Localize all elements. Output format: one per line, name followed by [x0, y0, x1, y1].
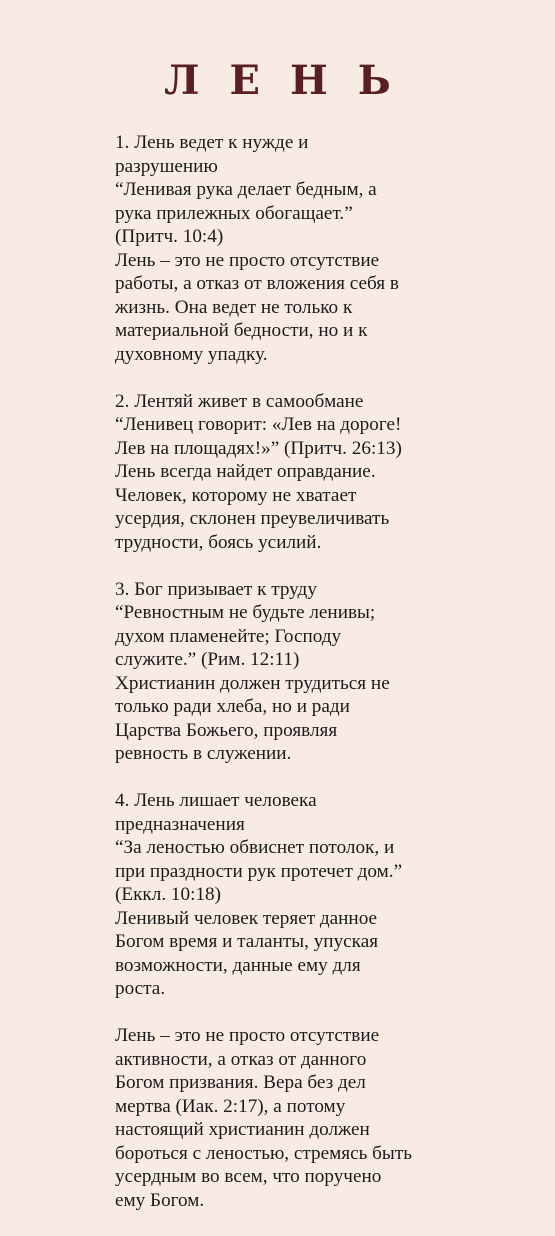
section-3-line-4: служите.” (Рим. 12:11)	[115, 649, 300, 670]
section-1-line-10: духовному упадку.	[115, 343, 268, 365]
section-2-line-1: 2. Лентяй живет в самообмане	[115, 390, 364, 412]
section-4-line-1: 4. Лень лишает человека	[115, 790, 317, 811]
section-4-line-9: роста.	[115, 978, 166, 999]
section-2-line-4: Лень всегда найдет оправдание.	[115, 461, 376, 482]
section-conclusion-line-3: Богом призвания. Вера без дел	[115, 1072, 366, 1093]
page-title: ЛЕНЬ	[164, 56, 421, 104]
text-content	[115, 131, 547, 1236]
section-4-line-5: (Еккл. 10:18)	[115, 884, 222, 905]
section-1-line-4: рука прилежных обогащает.”	[115, 202, 353, 224]
section-1-line-6: Лень – это не просто отсутствие	[115, 249, 380, 271]
section-conclusion-line-8: ему Богом.	[115, 1189, 205, 1211]
section-1-line-1: 1. Лень ведет к нужде и	[115, 132, 309, 153]
section-3	[115, 578, 547, 766]
section-2-line-7: трудности, боясь усилий.	[115, 531, 322, 553]
section-2-line-6: усердия, склонен преувеличивать	[115, 508, 390, 529]
section-4-line-6: Ленивый человек теряет данное	[115, 907, 378, 929]
section-4-line-8: возможности, данные ему для	[115, 954, 361, 976]
section-3-line-3: духом пламенейте; Господу	[115, 625, 342, 647]
section-1-line-7: работы, а отказ от вложения себя в	[115, 273, 399, 294]
section-conclusion-line-1: Лень – это не просто отсутствие	[115, 1025, 380, 1046]
section-2-line-5: Человек, которому не хватает	[115, 484, 357, 506]
section-conclusion-line-4: мертва (Иак. 2:17), а потому	[115, 1095, 346, 1117]
section-1-line-9: материальной бедности, но и к	[115, 320, 368, 341]
section-conclusion-line-7: усердным во всем, что поручено	[115, 1166, 382, 1187]
section-1-line-2: разрушению	[115, 155, 218, 177]
section-2-line-3: Лев на площадях!»” (Притч. 26:13)	[115, 437, 402, 459]
section-4-line-4: при праздности рук протечет дом.”	[115, 860, 403, 882]
section-3-line-6: только ради хлеба, но и ради	[115, 696, 350, 717]
section-2-line-2: “Ленивец говорит: «Лев на дороге!	[115, 414, 402, 435]
section-1-line-3: “Ленивая рука делает бедным, а	[115, 179, 377, 200]
section-3-line-7: Царства Божьего, проявляя	[115, 719, 338, 741]
section-1-line-5: (Притч. 10:4)	[115, 226, 224, 247]
section-conclusion-line-5: настоящий христианин должен	[115, 1119, 370, 1140]
section-1-line-8: жизнь. Она ведет не только к	[115, 296, 353, 318]
section-4	[115, 789, 547, 1001]
section-1	[115, 131, 547, 366]
section-conclusion-line-6: бороться с леностью, стремясь быть	[115, 1142, 412, 1164]
section-3-line-5: Христианин должен трудиться не	[115, 672, 390, 694]
section-4-line-2: предназначения	[115, 813, 245, 835]
section-3-line-8: ревность в служении.	[115, 743, 292, 764]
section-3-line-1: 3. Бог призывает к труду	[115, 578, 317, 600]
section-2	[115, 390, 547, 555]
section-3-line-2: “Ревностным не будьте ленивы;	[115, 602, 376, 623]
section-4-line-7: Богом время и таланты, упуская	[115, 931, 379, 952]
section-conclusion-line-2: активности, а отказ от данного	[115, 1048, 367, 1070]
section-conclusion	[115, 1024, 547, 1212]
section-4-line-3: “За леностью обвиснет потолок, и	[115, 837, 395, 858]
